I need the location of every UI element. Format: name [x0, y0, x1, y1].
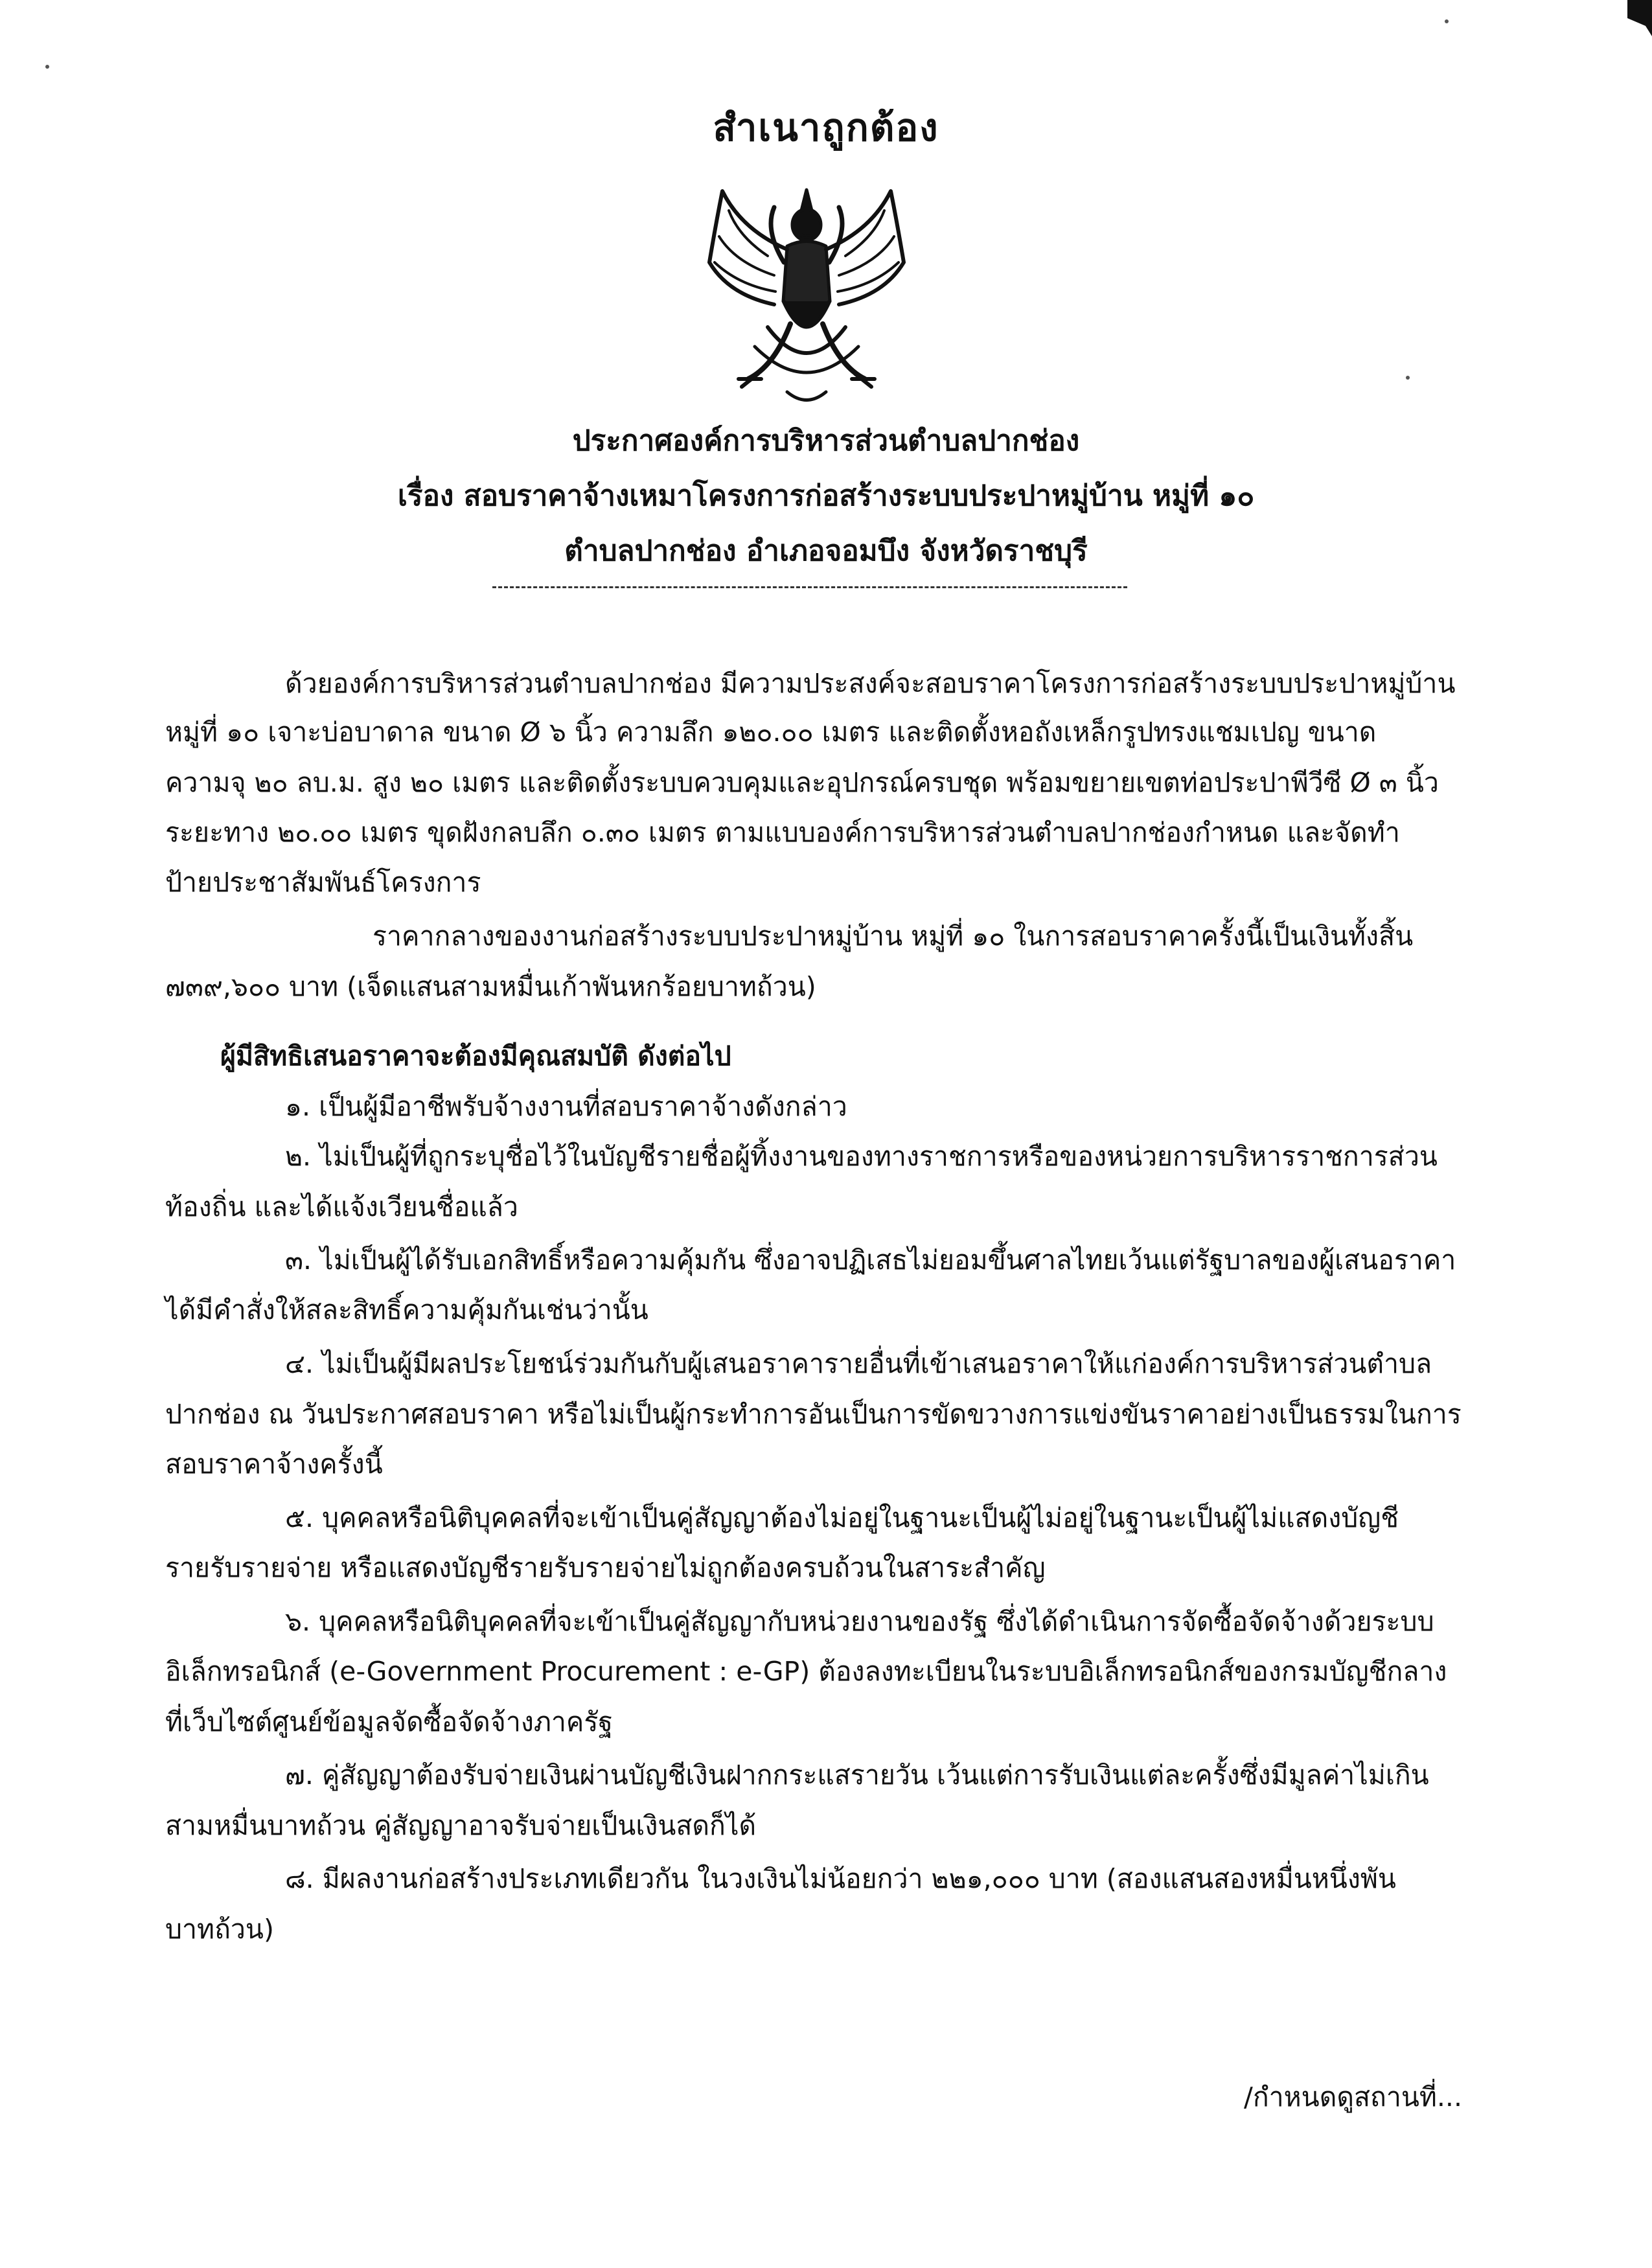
- scan-speck: [1445, 19, 1449, 23]
- paragraph1-line: ด้วยองค์การบริหารส่วนตำบลปากช่อง มีความประสงค์จะสอบราคาโครงการก่อสร้างระบบประปาหมู่บ้าน: [285, 668, 1456, 699]
- qualification-item-6-cont: อิเล็กทรอนิกส์ (e-Government Procurement : e-GP) ต้องลงทะเบียนในระบบอิเล็กทรอนิกส์ของกรมบัญชีกลาง: [165, 1656, 1447, 1687]
- certified-copy-stamp: สำเนาถูกต้อง: [713, 106, 939, 150]
- qualification-item-5: ๕. บุคคลหรือนิติบุคคลที่จะเข้าเป็นคู่สัญญาต้องไม่อยู่ในฐานะเป็นผู้ไม่อยู่ในฐานะเป็นผู้ไม่แสดงบัญชี: [285, 1502, 1399, 1533]
- announcement-title: ประกาศองค์การบริหารส่วนตำบลปากช่อง: [572, 424, 1080, 457]
- garuda-emblem: [703, 185, 910, 415]
- qualification-item-8-cont: บาทถ้วน): [165, 1914, 274, 1945]
- qualification-item-4-cont: ปากช่อง ณ วันประกาศสอบราคา หรือไม่เป็นผู้กระทำการอันเป็นการขัดขวางการแข่งขันราคาอย่างเป็นธรรมในการ: [165, 1399, 1462, 1430]
- qualification-item-7: ๗. คู่สัญญาต้องรับจ่ายเงินผ่านบัญชีเงินฝากกระแสรายวัน เว้นแต่การรับเงินแต่ละครั้งซึ่งมีมูลค่าไม่เกิน: [285, 1759, 1429, 1791]
- qualification-item-8: ๘. มีผลงานก่อสร้างประเภทเดียวกัน ในวงเงินไม่น้อยกว่า ๒๒๑,๐๐๐ บาท (สองแสนสองหมื่นหนึ่งพัน: [285, 1863, 1396, 1894]
- paragraph1-line: ความจุ ๒๐ ลบ.ม. สูง ๒๐ เมตร และติดตั้งระบบควบคุมและอุปกรณ์ครบชุด พร้อมขยายเขตท่อประปาพีวีซี Ø ๓ นิ้ว: [165, 767, 1439, 798]
- qualification-item-7-cont: สามหมื่นบาทถ้วน คู่สัญญาอาจรับจ่ายเป็นเงินสดก็ได้: [165, 1810, 757, 1841]
- qualification-item-6: ๖. บุคคลหรือนิติบุคคลที่จะเข้าเป็นคู่สัญญากับหน่วยงานของรัฐ ซึ่งได้ดำเนินการจัดซื้อจัดจ้างด้วยระบบ: [285, 1606, 1434, 1637]
- announcement-subject: เรื่อง สอบราคาจ้างเหมาโครงการก่อสร้างระบบประปาหมู่บ้าน หมู่ที่ ๑๐: [397, 479, 1255, 512]
- scan-speck: [45, 65, 49, 69]
- qualification-item-4: ๔. ไม่เป็นผู้มีผลประโยชน์ร่วมกันกับผู้เสนอราคารายอื่นที่เข้าเสนอราคาให้แก่องค์การบริหารส่วนตำบล: [285, 1348, 1432, 1379]
- paragraph1-line: หมู่ที่ ๑๐ เจาะบ่อบาดาล ขนาด Ø ๖ นิ้ว ความลึก ๑๒๐.๐๐ เมตร และติดตั้งหอถังเหล็กรูปทรงแชมเปญ ขนาด: [165, 716, 1377, 748]
- qualifications-heading: ผู้มีสิทธิเสนอราคาจะต้องมีคุณสมบัติ ดังต่อไป: [220, 1040, 731, 1071]
- paragraph1-line: ระยะทาง ๒๐.๐๐ เมตร ขุดฝังกลบลึก ๐.๓๐ เมตร ตามแบบองค์การบริหารส่วนตำบลปากช่องกำหนด และจัดทำ: [165, 817, 1400, 848]
- scan-speck: [1406, 376, 1410, 380]
- qualification-item-1: ๑. เป็นผู้มีอาชีพรับจ้างงานที่สอบราคาจ้างดังกล่าว: [285, 1091, 847, 1122]
- corner-mark: [1626, 0, 1652, 39]
- qualification-item-5-cont: รายรับรายจ่าย หรือแสดงบัญชีรายรับรายจ่ายไม่ถูกต้องครบถ้วนในสาระสำคัญ: [165, 1552, 1046, 1583]
- qualification-item-3-cont: ได้มีคำสั่งให้สละสิทธิ์ความคุ้มกันเช่นว่านั้น: [165, 1294, 648, 1325]
- qualification-item-6-cont: ที่เว็บไซต์ศูนย์ข้อมูลจัดซื้อจัดจ้างภาครัฐ: [165, 1706, 613, 1737]
- announcement-location: ตำบลปากช่อง อำเภอจอมบึง จังหวัดราชบุรี: [564, 534, 1088, 567]
- continuation-note: /กำหนดดูสถานที่...: [1244, 2081, 1462, 2113]
- qualification-item-2-cont: ท้องถิ่น และได้แจ้งเวียนชื่อแล้ว: [165, 1191, 518, 1222]
- qualification-item-3: ๓. ไม่เป็นผู้ได้รับเอกสิทธิ์หรือความคุ้มกัน ซึ่งอาจปฏิเสธไม่ยอมขึ้นศาลไทยเว้นแต่รัฐบาลของผู้เสนอราคา: [285, 1244, 1456, 1276]
- qualification-item-4-cont: สอบราคาจ้างครั้งนี้: [165, 1449, 383, 1480]
- paragraph2-line: ราคากลางของงานก่อสร้างระบบประปาหมู่บ้าน หมู่ที่ ๑๐ ในการสอบราคาครั้งนี้เป็นเงินทั้งสิ้น: [373, 921, 1414, 952]
- header-separator: [492, 586, 1127, 588]
- paragraph1-line: ป้ายประชาสัมพันธ์โครงการ: [165, 867, 481, 898]
- paragraph2-line: ๗๓๙,๖๐๐ บาท (เจ็ดแสนสามหมื่นเก้าพันหกร้อยบาทถ้วน): [165, 971, 816, 1002]
- qualification-item-2: ๒. ไม่เป็นผู้ที่ถูกระบุชื่อไว้ในบัญชีรายชื่อผู้ทิ้งงานของทางราชการหรือของหน่วยการบริหารราชการส่วน: [285, 1141, 1438, 1172]
